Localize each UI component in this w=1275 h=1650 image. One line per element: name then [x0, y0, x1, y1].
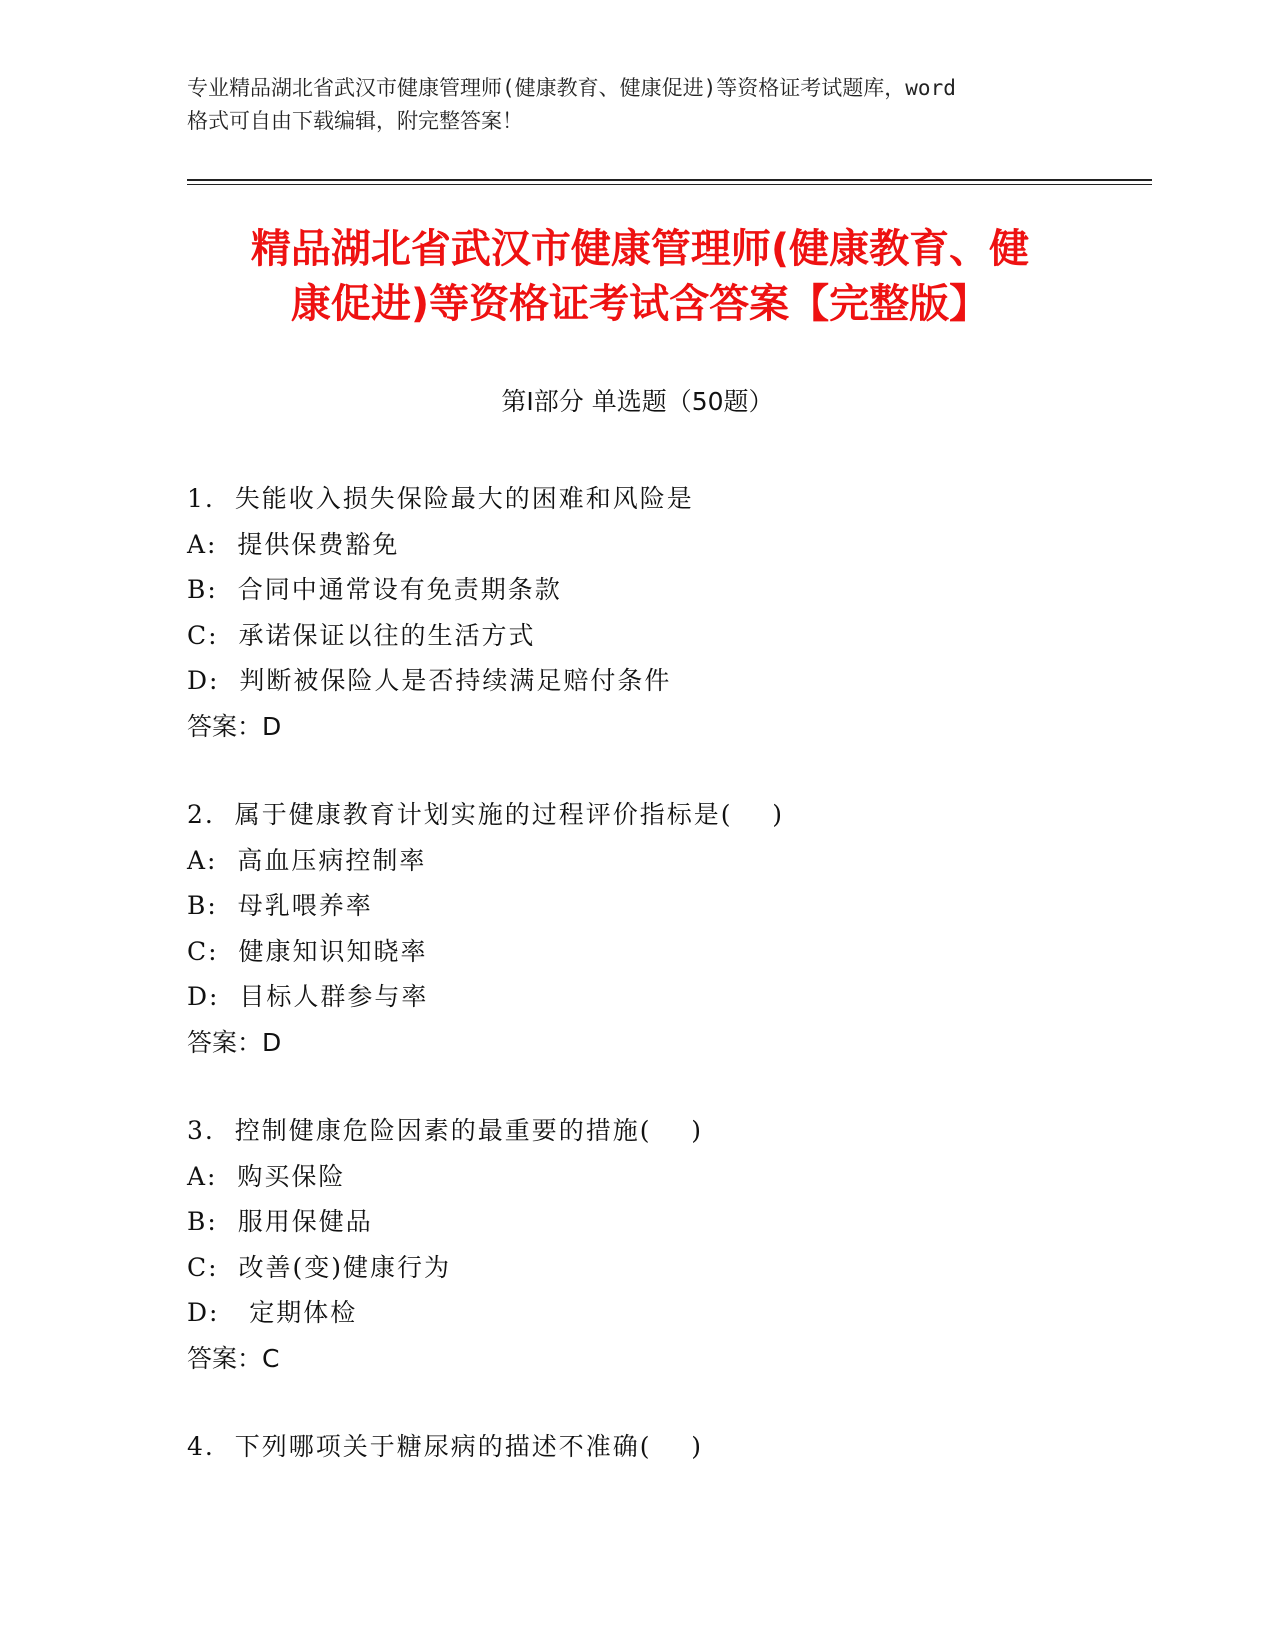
document-title — [180, 222, 1100, 332]
question-4 — [187, 1424, 1147, 1470]
answer: 答案：D — [187, 1027, 282, 1057]
option-c: C: 改善(变)健康行为 — [187, 1252, 451, 1282]
option-c: C: 承诺保证以往的生活方式 — [187, 620, 536, 650]
option-c: C: 健康知识知晓率 — [187, 936, 428, 966]
answer: 答案：D — [187, 711, 282, 741]
option-b: B: 服用保健品 — [187, 1207, 373, 1236]
section-title: 第Ⅰ部分 单选题（50题） — [501, 387, 774, 416]
option-b: B: 合同中通常设有免责期条款 — [187, 575, 562, 604]
question-stem: 4. 下列哪项关于糖尿病的描述不准确( ) — [187, 1432, 704, 1461]
question-stem: 1. 失能收入损失保险最大的困难和风险是 — [187, 484, 694, 513]
header-divider-thin — [187, 184, 1152, 185]
option-a: A: 高血压病控制率 — [187, 845, 427, 875]
question-3 — [187, 1108, 1147, 1381]
question-1 — [187, 476, 1147, 749]
header-divider-thick — [187, 179, 1152, 181]
option-d: D: 定期体检 — [187, 1298, 358, 1327]
question-list — [187, 476, 1147, 1513]
option-d: D: 目标人群参与率 — [187, 982, 429, 1011]
header-note-line-1: 专业精品湖北省武汉市健康管理师(健康教育、健康促进)等资格证考试题库，word — [187, 76, 956, 100]
option-a: A: 提供保费豁免 — [187, 529, 400, 559]
question-stem: 2. 属于健康教育计划实施的过程评价指标是( ) — [187, 800, 785, 829]
question-2 — [187, 792, 1147, 1065]
question-stem: 3. 控制健康危险因素的最重要的措施( ) — [187, 1116, 704, 1145]
header-note-line-2: 格式可自由下载编辑，附完整答案！ — [187, 109, 523, 133]
header-note — [187, 72, 1087, 138]
document-title-line-2: 康促进)等资格证考试含答案【完整版】 — [290, 281, 990, 327]
option-d: D: 判断被保险人是否持续满足赔付条件 — [187, 666, 672, 695]
option-a: A: 购买保险 — [187, 1161, 346, 1191]
answer: 答案：C — [187, 1343, 280, 1373]
option-b: B: 母乳喂养率 — [187, 891, 373, 920]
document-title-line-1: 精品湖北省武汉市健康管理师(健康教育、健 — [250, 226, 1030, 272]
